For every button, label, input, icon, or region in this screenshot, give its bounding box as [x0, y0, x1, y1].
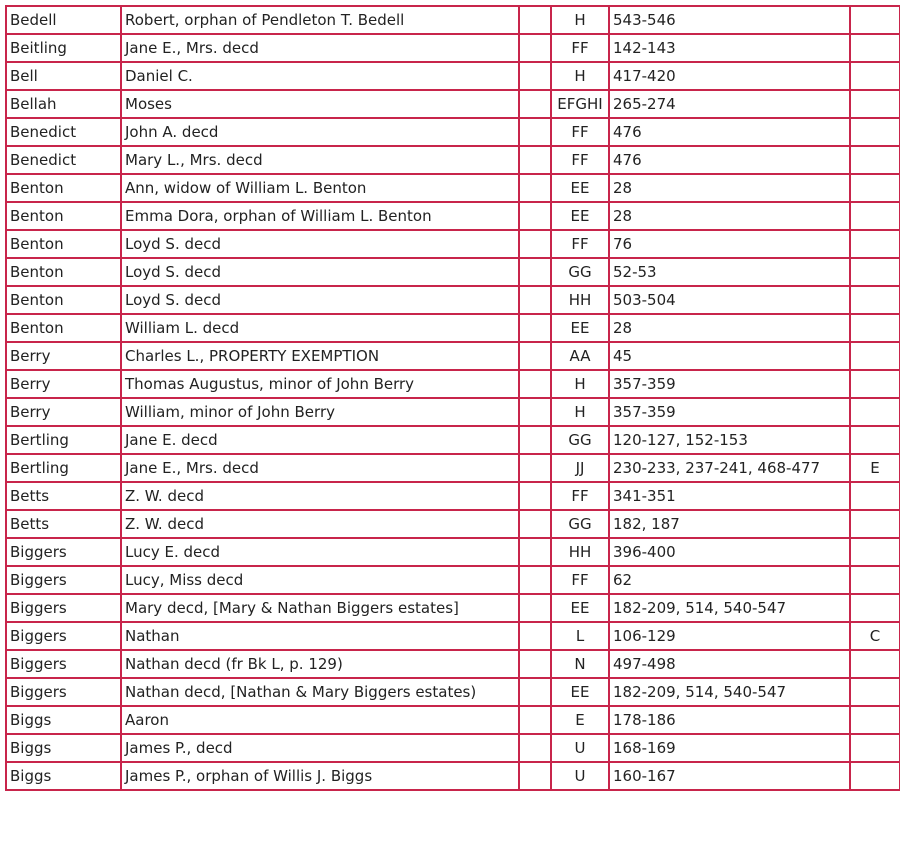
table-row — [6, 90, 900, 118]
given-name-cell: Nathan — [121, 622, 519, 650]
surname-cell: Biggs — [6, 706, 121, 734]
note-cell — [850, 734, 900, 762]
pages-cell: 28 — [609, 174, 850, 202]
pages-cell: 142-143 — [609, 34, 850, 62]
pages-cell: 396-400 — [609, 538, 850, 566]
table-row — [6, 622, 900, 650]
book-cell: EFGHI — [551, 90, 609, 118]
blank-cell — [519, 482, 551, 510]
pages-cell: 503-504 — [609, 286, 850, 314]
surname-cell: Biggers — [6, 678, 121, 706]
note-cell — [850, 342, 900, 370]
note-cell — [850, 286, 900, 314]
pages-cell: 182, 187 — [609, 510, 850, 538]
surname-cell: Betts — [6, 482, 121, 510]
note-cell: E — [850, 454, 900, 482]
surname-cell: Benedict — [6, 146, 121, 174]
note-cell — [850, 62, 900, 90]
pages-cell: 28 — [609, 202, 850, 230]
surname-cell: Biggers — [6, 538, 121, 566]
book-cell: FF — [551, 118, 609, 146]
book-cell: FF — [551, 146, 609, 174]
pages-cell: 182-209, 514, 540-547 — [609, 594, 850, 622]
book-cell: E — [551, 706, 609, 734]
surname-cell: Biggers — [6, 650, 121, 678]
given-name-cell: James P., orphan of Willis J. Biggs — [121, 762, 519, 790]
note-cell — [850, 230, 900, 258]
note-cell — [850, 650, 900, 678]
table-row — [6, 62, 900, 90]
blank-cell — [519, 650, 551, 678]
pages-cell: 160-167 — [609, 762, 850, 790]
surname-cell: Benton — [6, 202, 121, 230]
blank-cell — [519, 286, 551, 314]
blank-cell — [519, 202, 551, 230]
pages-cell: 341-351 — [609, 482, 850, 510]
given-name-cell: Nathan decd, [Nathan & Mary Biggers estates) — [121, 678, 519, 706]
note-cell — [850, 538, 900, 566]
given-name-cell: Aaron — [121, 706, 519, 734]
blank-cell — [519, 678, 551, 706]
book-cell: FF — [551, 566, 609, 594]
given-name-cell: Z. W. decd — [121, 510, 519, 538]
surname-cell: Berry — [6, 370, 121, 398]
blank-cell — [519, 90, 551, 118]
note-cell — [850, 566, 900, 594]
surname-cell: Biggers — [6, 566, 121, 594]
table-row — [6, 34, 900, 62]
blank-cell — [519, 146, 551, 174]
book-cell: EE — [551, 202, 609, 230]
note-cell — [850, 706, 900, 734]
given-name-cell: Ann, widow of William L. Benton — [121, 174, 519, 202]
table-row — [6, 594, 900, 622]
blank-cell — [519, 538, 551, 566]
note-cell — [850, 258, 900, 286]
table-row — [6, 650, 900, 678]
blank-cell — [519, 706, 551, 734]
blank-cell — [519, 62, 551, 90]
note-cell — [850, 482, 900, 510]
book-cell: FF — [551, 482, 609, 510]
book-cell: U — [551, 762, 609, 790]
table-row — [6, 454, 900, 482]
surname-cell: Berry — [6, 398, 121, 426]
given-name-cell: Robert, orphan of Pendleton T. Bedell — [121, 6, 519, 34]
note-cell: C — [850, 622, 900, 650]
given-name-cell: James P., decd — [121, 734, 519, 762]
table-row — [6, 118, 900, 146]
given-name-cell: Charles L., PROPERTY EXEMPTION — [121, 342, 519, 370]
table-row — [6, 174, 900, 202]
surname-cell: Bellah — [6, 90, 121, 118]
surname-cell: Benton — [6, 314, 121, 342]
table-row — [6, 230, 900, 258]
pages-cell: 230-233, 237-241, 468-477 — [609, 454, 850, 482]
note-cell — [850, 174, 900, 202]
note-cell — [850, 6, 900, 34]
pages-cell: 106-129 — [609, 622, 850, 650]
given-name-cell: Moses — [121, 90, 519, 118]
blank-cell — [519, 258, 551, 286]
blank-cell — [519, 594, 551, 622]
book-cell: H — [551, 62, 609, 90]
blank-cell — [519, 762, 551, 790]
pages-cell: 543-546 — [609, 6, 850, 34]
given-name-cell: Emma Dora, orphan of William L. Benton — [121, 202, 519, 230]
blank-cell — [519, 174, 551, 202]
given-name-cell: Loyd S. decd — [121, 230, 519, 258]
note-cell — [850, 510, 900, 538]
blank-cell — [519, 734, 551, 762]
book-cell: EE — [551, 678, 609, 706]
blank-cell — [519, 426, 551, 454]
surname-cell: Biggers — [6, 594, 121, 622]
estate-index-table — [5, 5, 900, 791]
note-cell — [850, 314, 900, 342]
note-cell — [850, 370, 900, 398]
book-cell: FF — [551, 34, 609, 62]
book-cell: HH — [551, 538, 609, 566]
book-cell: JJ — [551, 454, 609, 482]
table-row — [6, 734, 900, 762]
note-cell — [850, 34, 900, 62]
book-cell: U — [551, 734, 609, 762]
given-name-cell: Lucy E. decd — [121, 538, 519, 566]
book-cell: EE — [551, 594, 609, 622]
surname-cell: Benton — [6, 230, 121, 258]
book-cell: EE — [551, 314, 609, 342]
given-name-cell: Lucy, Miss decd — [121, 566, 519, 594]
surname-cell: Bedell — [6, 6, 121, 34]
pages-cell: 52-53 — [609, 258, 850, 286]
blank-cell — [519, 118, 551, 146]
blank-cell — [519, 6, 551, 34]
pages-cell: 417-420 — [609, 62, 850, 90]
book-cell: H — [551, 6, 609, 34]
table-row — [6, 146, 900, 174]
pages-cell: 76 — [609, 230, 850, 258]
blank-cell — [519, 622, 551, 650]
book-cell: FF — [551, 230, 609, 258]
blank-cell — [519, 454, 551, 482]
given-name-cell: William, minor of John Berry — [121, 398, 519, 426]
given-name-cell: Loyd S. decd — [121, 286, 519, 314]
surname-cell: Bell — [6, 62, 121, 90]
note-cell — [850, 118, 900, 146]
book-cell: AA — [551, 342, 609, 370]
given-name-cell: Thomas Augustus, minor of John Berry — [121, 370, 519, 398]
given-name-cell: William L. decd — [121, 314, 519, 342]
pages-cell: 476 — [609, 146, 850, 174]
given-name-cell: Nathan decd (fr Bk L, p. 129) — [121, 650, 519, 678]
given-name-cell: Loyd S. decd — [121, 258, 519, 286]
blank-cell — [519, 566, 551, 594]
surname-cell: Benton — [6, 258, 121, 286]
given-name-cell: Z. W. decd — [121, 482, 519, 510]
table-row — [6, 566, 900, 594]
table-row — [6, 678, 900, 706]
pages-cell: 120-127, 152-153 — [609, 426, 850, 454]
pages-cell: 357-359 — [609, 398, 850, 426]
surname-cell: Benedict — [6, 118, 121, 146]
index-table-body — [6, 6, 900, 790]
given-name-cell: Mary L., Mrs. decd — [121, 146, 519, 174]
table-row — [6, 510, 900, 538]
given-name-cell: Daniel C. — [121, 62, 519, 90]
given-name-cell: John A. decd — [121, 118, 519, 146]
note-cell — [850, 202, 900, 230]
book-cell: N — [551, 650, 609, 678]
surname-cell: Benton — [6, 286, 121, 314]
surname-cell: Benton — [6, 174, 121, 202]
note-cell — [850, 678, 900, 706]
book-cell: EE — [551, 174, 609, 202]
blank-cell — [519, 314, 551, 342]
table-row — [6, 762, 900, 790]
book-cell: L — [551, 622, 609, 650]
pages-cell: 265-274 — [609, 90, 850, 118]
note-cell — [850, 398, 900, 426]
pages-cell: 178-186 — [609, 706, 850, 734]
pages-cell: 182-209, 514, 540-547 — [609, 678, 850, 706]
note-cell — [850, 90, 900, 118]
blank-cell — [519, 510, 551, 538]
table-row — [6, 706, 900, 734]
pages-cell: 357-359 — [609, 370, 850, 398]
surname-cell: Biggs — [6, 762, 121, 790]
blank-cell — [519, 230, 551, 258]
given-name-cell: Jane E. decd — [121, 426, 519, 454]
pages-cell: 45 — [609, 342, 850, 370]
given-name-cell: Jane E., Mrs. decd — [121, 34, 519, 62]
book-cell: HH — [551, 286, 609, 314]
pages-cell: 62 — [609, 566, 850, 594]
pages-cell: 168-169 — [609, 734, 850, 762]
given-name-cell: Mary decd, [Mary & Nathan Biggers estates] — [121, 594, 519, 622]
surname-cell: Beitling — [6, 34, 121, 62]
table-row — [6, 538, 900, 566]
table-row — [6, 370, 900, 398]
table-row — [6, 258, 900, 286]
given-name-cell: Jane E., Mrs. decd — [121, 454, 519, 482]
pages-cell: 28 — [609, 314, 850, 342]
note-cell — [850, 594, 900, 622]
pages-cell: 476 — [609, 118, 850, 146]
surname-cell: Biggers — [6, 622, 121, 650]
surname-cell: Bertling — [6, 454, 121, 482]
note-cell — [850, 762, 900, 790]
blank-cell — [519, 398, 551, 426]
book-cell: GG — [551, 258, 609, 286]
table-row — [6, 314, 900, 342]
surname-cell: Bertling — [6, 426, 121, 454]
table-row — [6, 202, 900, 230]
blank-cell — [519, 342, 551, 370]
table-row — [6, 482, 900, 510]
surname-cell: Berry — [6, 342, 121, 370]
blank-cell — [519, 370, 551, 398]
book-cell: H — [551, 370, 609, 398]
table-row — [6, 286, 900, 314]
surname-cell: Biggs — [6, 734, 121, 762]
book-cell: H — [551, 398, 609, 426]
surname-cell: Betts — [6, 510, 121, 538]
book-cell: GG — [551, 510, 609, 538]
book-cell: GG — [551, 426, 609, 454]
blank-cell — [519, 34, 551, 62]
pages-cell: 497-498 — [609, 650, 850, 678]
table-row — [6, 6, 900, 34]
note-cell — [850, 426, 900, 454]
table-row — [6, 398, 900, 426]
index-table-container — [5, 5, 900, 791]
table-row — [6, 342, 900, 370]
table-row — [6, 426, 900, 454]
note-cell — [850, 146, 900, 174]
